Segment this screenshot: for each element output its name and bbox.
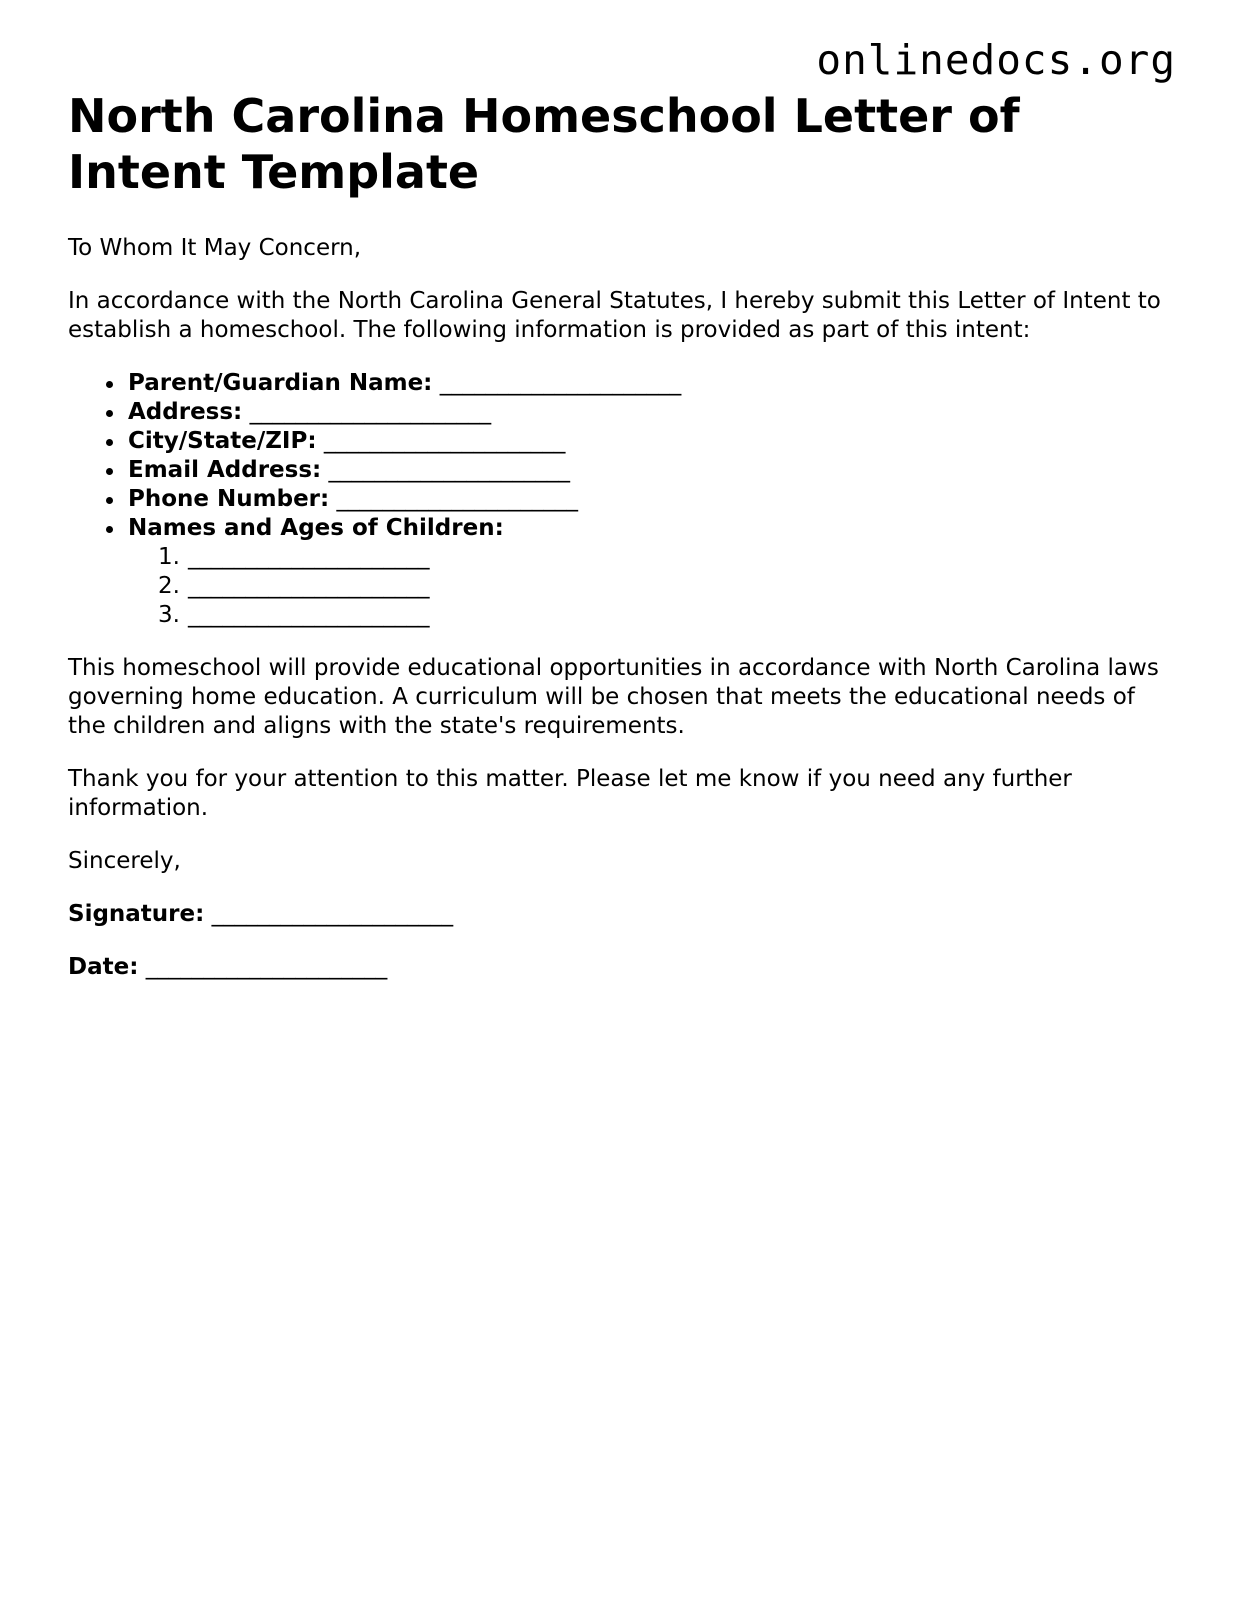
fill-in-blank[interactable]: _____________________ <box>336 486 579 512</box>
signature-label: Signature: <box>68 901 205 927</box>
closing: Sincerely, <box>68 848 181 874</box>
field-label: Phone Number: <box>128 486 330 512</box>
field-parent-guardian-name <box>128 369 1168 398</box>
fill-in-blank[interactable]: _____________________ <box>439 370 682 396</box>
field-phone-number <box>128 485 1168 514</box>
child-number: 3. <box>158 602 180 628</box>
letter-document <box>68 88 1168 1006</box>
field-label: Email Address: <box>128 457 322 483</box>
greeting: To Whom It May Concern, <box>68 235 362 261</box>
field-email-address <box>128 456 1168 485</box>
info-fields-list <box>68 369 1168 630</box>
watermark: onlinedocs.org <box>816 36 1176 84</box>
signature-blank[interactable]: _____________________ <box>211 901 454 927</box>
child-item <box>158 572 1168 601</box>
fill-in-blank[interactable]: _____________________ <box>188 544 430 570</box>
children-list <box>128 543 1168 630</box>
date-label: Date: <box>68 954 139 980</box>
field-address <box>128 398 1168 427</box>
field-label: City/State/ZIP: <box>128 428 317 454</box>
signature-line <box>68 900 1168 929</box>
thanks-paragraph: Thank you for your attention to this matter. Please let me know if you need any further information. <box>68 766 1072 821</box>
child-item <box>158 601 1168 630</box>
fill-in-blank[interactable]: _____________________ <box>249 399 492 425</box>
body-paragraph: This homeschool will provide educational opportunities in accordance with North Carolina laws governing home education. A curriculum will be chosen that meets the educational needs of the children and aligns with the state's requirements. <box>68 655 1159 739</box>
fill-in-blank[interactable]: _____________________ <box>323 428 566 454</box>
child-item <box>158 543 1168 572</box>
fill-in-blank[interactable]: _____________________ <box>328 457 571 483</box>
field-label: Address: <box>128 399 243 425</box>
field-label: Names and Ages of Children: <box>128 515 504 541</box>
child-number: 2. <box>158 573 180 599</box>
field-city-state-zip <box>128 427 1168 456</box>
fill-in-blank[interactable]: _____________________ <box>188 573 430 599</box>
field-children <box>128 514 1168 630</box>
date-line <box>68 953 1168 982</box>
page-title: North Carolina Homeschool Letter of Intent Template <box>68 89 1020 199</box>
child-number: 1. <box>158 544 180 570</box>
intro-paragraph: In accordance with the North Carolina General Statutes, I hereby submit this Letter of Intent to establish a homeschool. The following information is provided as part of this intent: <box>68 288 1161 343</box>
fill-in-blank[interactable]: _____________________ <box>188 602 430 628</box>
field-label: Parent/Guardian Name: <box>128 370 433 396</box>
date-blank[interactable]: _____________________ <box>145 954 388 980</box>
